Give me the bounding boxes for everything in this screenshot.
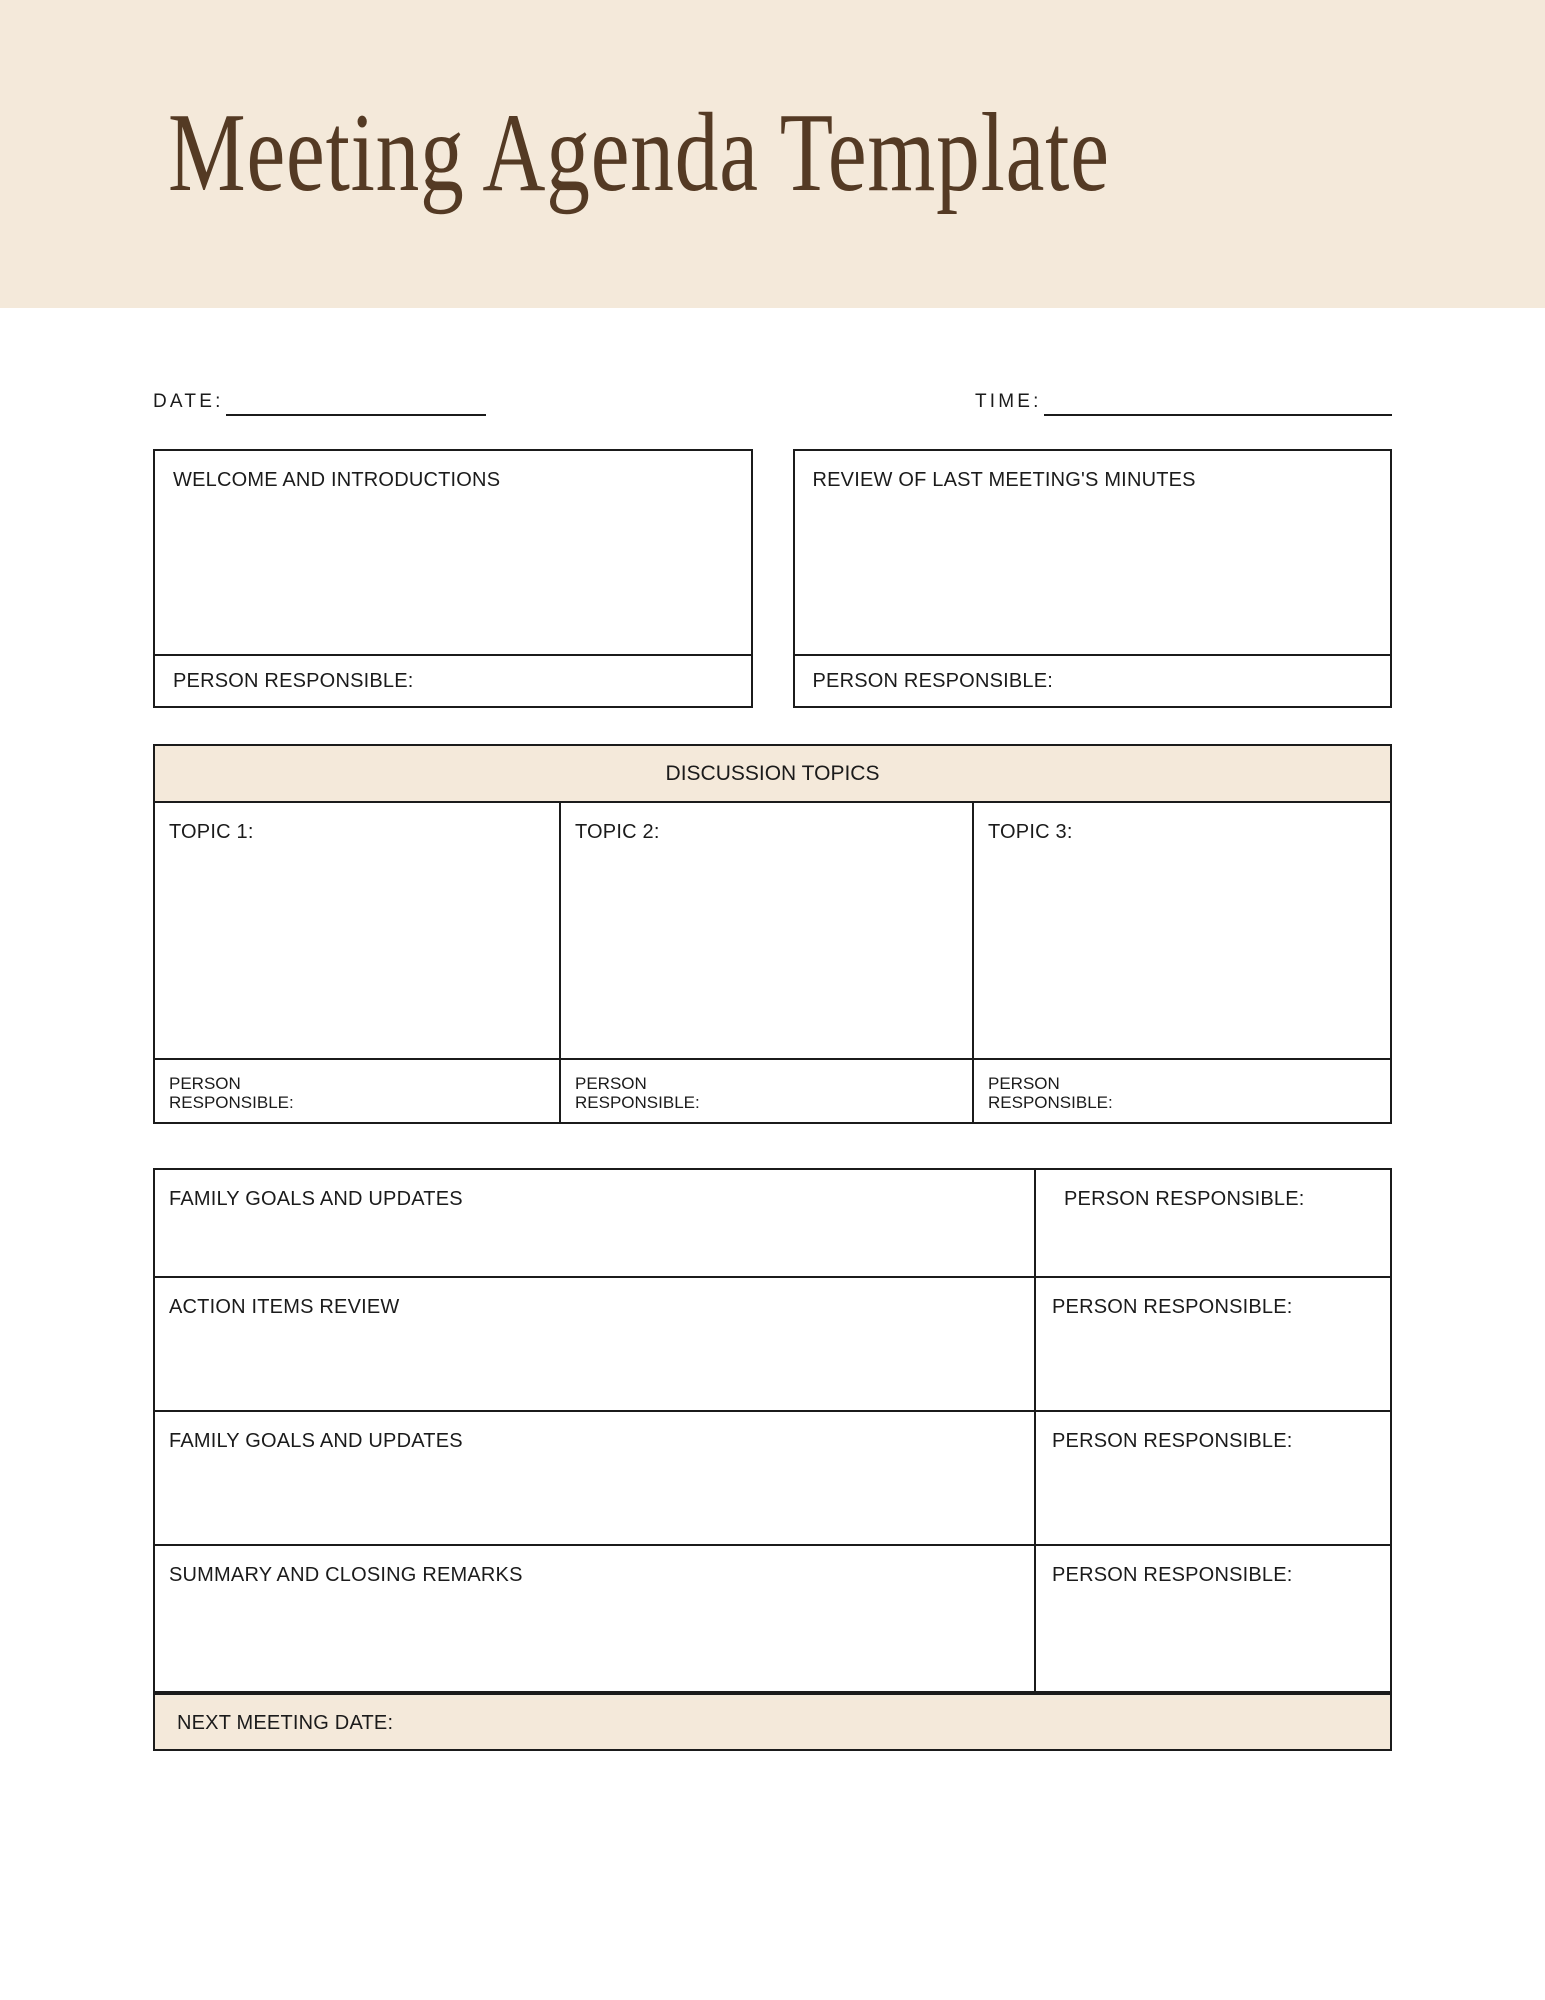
time-label: TIME:: [975, 391, 1042, 412]
document-sheet: [0, 391, 1545, 1751]
agenda-row-1-topic-label: FAMILY GOALS AND UPDATES: [169, 1188, 463, 1210]
agenda-row-2-topic-cell[interactable]: [155, 1278, 1036, 1410]
table-row: [155, 1278, 1390, 1412]
date-input-rule[interactable]: [226, 414, 486, 416]
meta-row: [153, 391, 1392, 416]
topic-2-label: TOPIC 2:: [575, 821, 660, 843]
review-minutes-box: [793, 449, 1393, 708]
discussion-topics-table: [153, 744, 1392, 1124]
header-banner: [0, 0, 1545, 308]
page-title: Meeting Agenda Template: [168, 91, 1110, 216]
table-row: [155, 1412, 1390, 1546]
agenda-row-3-person-cell[interactable]: [1036, 1412, 1390, 1544]
review-minutes-box-title: REVIEW OF LAST MEETING'S MINUTES: [812, 469, 1196, 491]
topic-3-person-line1: PERSON: [988, 1074, 1060, 1093]
topic-1-person-responsible[interactable]: [155, 1060, 561, 1122]
topic-1-person-line1: PERSON: [169, 1074, 241, 1093]
agenda-row-2-topic-label: ACTION ITEMS REVIEW: [169, 1296, 400, 1318]
time-input-rule[interactable]: [1044, 414, 1392, 416]
discussion-topics-columns: [155, 803, 1390, 1060]
agenda-row-3-person-label: PERSON RESPONSIBLE:: [1052, 1430, 1293, 1452]
date-label: DATE:: [153, 391, 224, 412]
time-field[interactable]: [975, 391, 1392, 416]
table-row: [155, 1546, 1390, 1693]
topic-2-person-line2: RESPONSIBLE:: [575, 1093, 700, 1113]
agenda-row-2-person-cell[interactable]: [1036, 1278, 1390, 1410]
top-boxes-row: [153, 449, 1392, 708]
topic-3-label: TOPIC 3:: [988, 821, 1073, 843]
agenda-row-2-person-label: PERSON RESPONSIBLE:: [1052, 1296, 1293, 1318]
table-row: [155, 1170, 1390, 1278]
discussion-person-row: [155, 1060, 1390, 1122]
agenda-row-4-person-label: PERSON RESPONSIBLE:: [1052, 1564, 1293, 1586]
next-meeting-date-label: NEXT MEETING DATE:: [177, 1712, 394, 1734]
agenda-table: [153, 1168, 1392, 1751]
topic-3-cell[interactable]: [974, 803, 1390, 1058]
welcome-person-label: PERSON RESPONSIBLE:: [173, 670, 414, 692]
review-minutes-box-body[interactable]: [795, 451, 1391, 656]
topic-1-cell[interactable]: [155, 803, 561, 1058]
agenda-row-4-topic-label: SUMMARY AND CLOSING REMARKS: [169, 1564, 523, 1586]
agenda-row-3-topic-cell[interactable]: [155, 1412, 1036, 1544]
topic-2-person-line1: PERSON: [575, 1074, 647, 1093]
topic-2-person-responsible[interactable]: [561, 1060, 974, 1122]
discussion-topics-header: DISCUSSION TOPICS: [155, 746, 1390, 803]
topic-2-cell[interactable]: [561, 803, 974, 1058]
agenda-row-1-person-cell[interactable]: [1036, 1170, 1390, 1276]
topic-1-person-line2: RESPONSIBLE:: [169, 1093, 294, 1113]
welcome-box-title: WELCOME AND INTRODUCTIONS: [173, 469, 501, 491]
welcome-person-responsible[interactable]: [155, 656, 751, 706]
topic-1-label: TOPIC 1:: [169, 821, 254, 843]
agenda-row-1-topic-cell[interactable]: [155, 1170, 1036, 1276]
date-field[interactable]: [153, 391, 573, 416]
agenda-row-4-person-cell[interactable]: [1036, 1546, 1390, 1691]
review-minutes-person-label: PERSON RESPONSIBLE:: [812, 670, 1054, 692]
agenda-row-1-person-label: PERSON RESPONSIBLE:: [1064, 1188, 1305, 1210]
welcome-box: [153, 449, 753, 708]
review-minutes-person-responsible[interactable]: [795, 656, 1391, 706]
agenda-row-4-topic-cell[interactable]: [155, 1546, 1036, 1691]
next-meeting-date-bar[interactable]: [155, 1693, 1390, 1749]
welcome-box-body[interactable]: [155, 451, 751, 656]
topic-3-person-responsible[interactable]: [974, 1060, 1390, 1122]
topic-3-person-line2: RESPONSIBLE:: [988, 1093, 1113, 1113]
agenda-row-3-topic-label: FAMILY GOALS AND UPDATES: [169, 1430, 463, 1452]
